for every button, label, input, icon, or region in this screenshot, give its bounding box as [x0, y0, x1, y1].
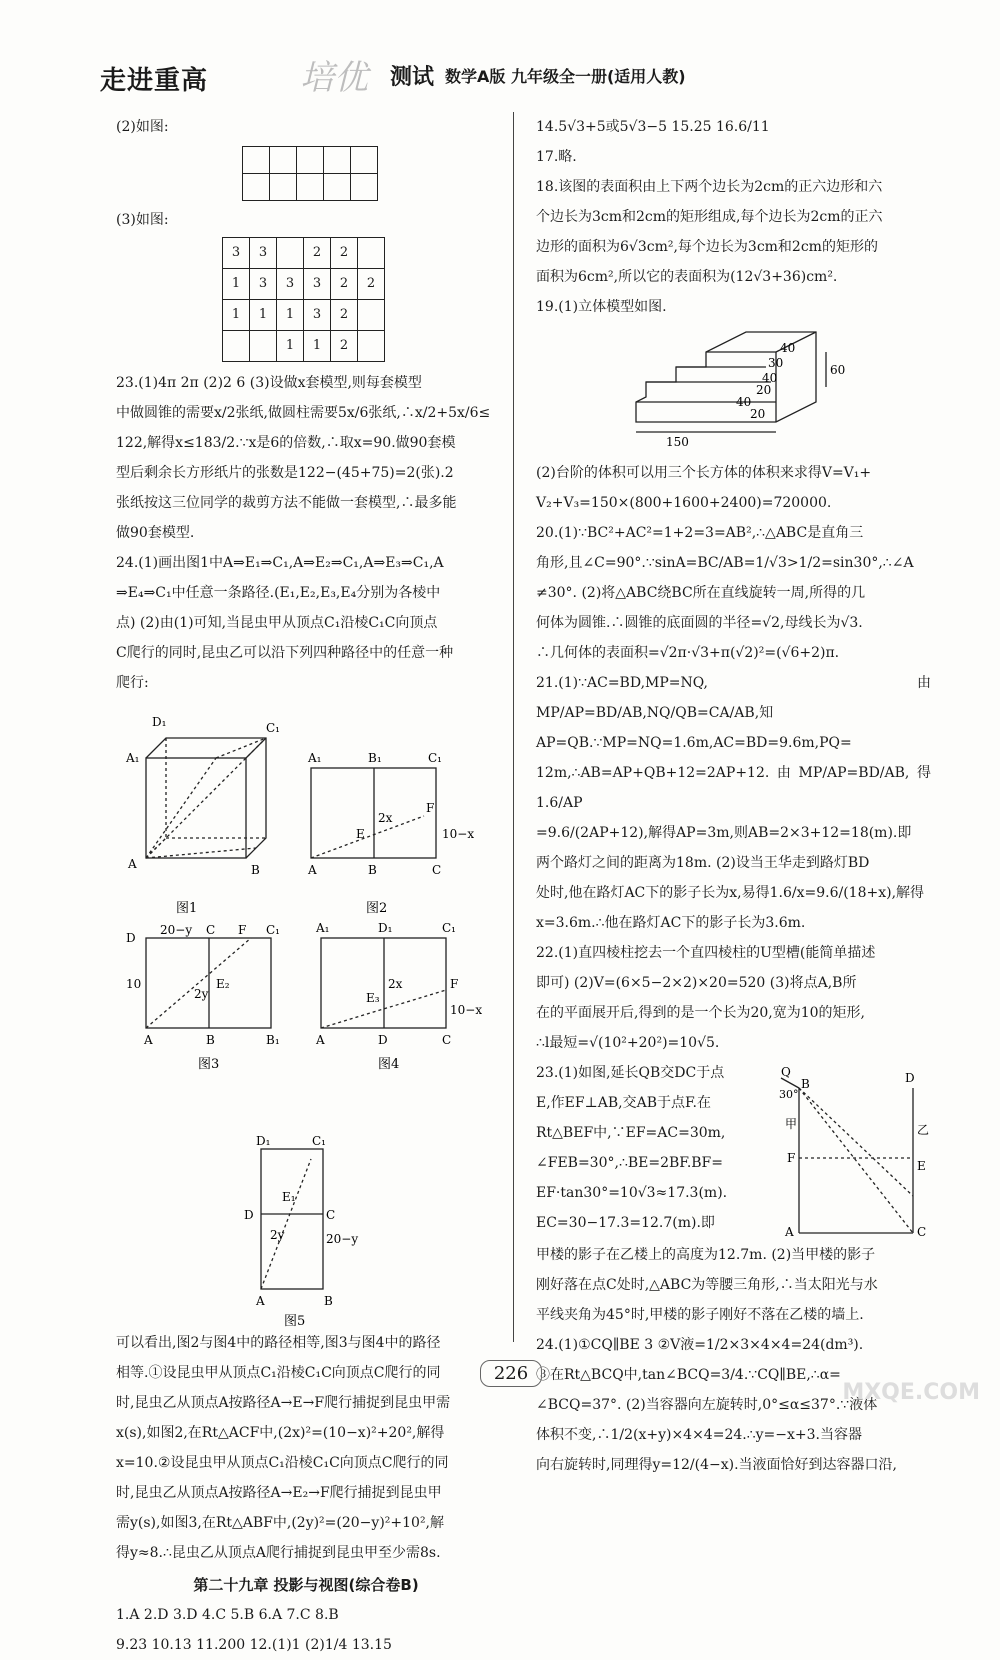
q23-block: 23.(1)如图,延长QB交DC于点 E,作EF⊥AB,交AB于点F.在 Rt△BEF中,∵EF=AC=30m, ∠FEB=30°,∴BE=2BF.BF= EF·tan30°=10√3≈17.3(m). EC=30−17.3=12.7(m).即	[536, 1065, 728, 1231]
q22-3-label: (3)如图:	[116, 212, 169, 228]
svg-text:甲: 甲	[785, 1117, 798, 1131]
svg-text:B: B	[324, 1294, 333, 1308]
page-header	[100, 56, 900, 102]
figure-3-net	[146, 938, 271, 1028]
caption-figure-2: 图2	[366, 901, 388, 916]
svg-text:2x: 2x	[378, 811, 393, 825]
q22-block: 22.(1)直四棱柱挖去一个直四棱柱的U型槽(能简单描述 即可) (2)V=(6×5−2×2)×20=520 (3)将点A,B所 在的平面展开后,得到的是一个长为20,宽为10的矩形, ∴l最短=√(10²+20²)=10√5.	[536, 945, 876, 1051]
q21-block: 21.(1)∵AC=BD,MP=NQ,由MP/AP=BD/AB,NQ/QB=CA/AB,知 AP=QB.∵MP=NQ=1.6m,AC=BD=9.6m,PQ= 12m,∴AB=AP+QB+12=2AP+12.由MP/AP=BD/AB,得1.6/AP =9.6/(2AP+12),解得AP=3m,则AB=2×3+12=18(m).即 两个路灯之间的距离为18m. (2)设当王华走到路灯BD 处时,他在路灯AC下的影子长为x,易得1.6/x=9.6/(18+x),解得 x=3.6m.∴他在路灯AC下的影子长为3.6m.	[536, 675, 931, 931]
svg-text:20−y: 20−y	[160, 923, 193, 937]
buildings-figure	[781, 1058, 931, 1238]
q24-block: 24.(1)画出图1中A⇒E₁⇒C₁,A⇒E₂⇒C₁,A⇒E₃⇒C₁,A ⇒E₄⇒C₁中任意一条路径.(E₁,E₂,E₃,E₄分别为各棱中 点) (2)由(1)可知,当昆虫甲从顶点C₁沿棱C₁C向顶点 C爬行的同时,昆虫乙可以沿下列四种路径中的任意一种 爬行:	[116, 555, 454, 691]
answer-17: 17.略.	[536, 149, 577, 165]
header-script-logo: 培优	[300, 58, 368, 98]
svg-text:20: 20	[756, 383, 772, 397]
q18-block: 18.该图的表面积由上下两个边长为2cm的正六边形和六 个边长为3cm和2cm的矩形组成,每个边长为2cm的正六 边形的面积为6√3cm²,每个边长为3cm和2cm的矩形的 面积为6cm²,所以它的表面积为(12√3+36)cm².	[536, 179, 883, 285]
svg-text:F: F	[787, 1151, 796, 1165]
figure-5-svg	[116, 1134, 496, 1329]
svg-text:C₁: C₁	[266, 721, 280, 735]
svg-text:10−x: 10−x	[450, 1003, 483, 1017]
svg-text:乙: 乙	[917, 1123, 930, 1137]
svg-text:A: A	[144, 1033, 153, 1047]
svg-text:D: D	[905, 1071, 915, 1085]
svg-text:C₁: C₁	[428, 751, 442, 765]
answers-line-1: 1.A 2.D 3.D 4.C 5.B 6.A 7.C 8.B	[116, 1607, 339, 1623]
svg-text:2x: 2x	[388, 977, 403, 991]
watermark: MXQE.COM	[842, 1380, 980, 1405]
svg-text:B₁: B₁	[266, 1033, 280, 1047]
header-subtitle: 数学A版 九年级全一册(适用人教)	[445, 67, 686, 86]
caption-figure-1: 图1	[176, 901, 198, 916]
q20-block: 20.(1)∵BC²+AC²=1+2=3=AB²,∴△ABC是直角三 角形,且∠C=90°.∵sinA=BC/AB=1/√3>1/2=sin30°,∴∠A ≠30°. (2)将△ABC绕BC所在直线旋转一周,所得的几 何体为圆锥.∴圆锥的底面圆的半径=√2,母线长为√3. ∴几何体的表面积=√2π·√3+π(√2)²=(√6+2)π.	[536, 525, 914, 661]
svg-text:B: B	[251, 863, 260, 877]
svg-text:C₁: C₁	[312, 1134, 326, 1148]
svg-text:E₁: E₁	[282, 1190, 296, 1204]
svg-text:A: A	[256, 1294, 265, 1308]
svg-text:30: 30	[768, 356, 784, 370]
q23-area	[536, 1058, 931, 1240]
right-column	[536, 112, 931, 1480]
unfold-figures	[116, 698, 496, 1138]
column-divider	[513, 112, 514, 1342]
svg-text:E: E	[356, 827, 365, 841]
q19-label: 19.(1)立体模型如图.	[536, 299, 667, 315]
svg-text:D₁: D₁	[256, 1134, 271, 1148]
stairs-figure	[536, 322, 931, 447]
svg-text:60: 60	[830, 363, 846, 377]
svg-text:20−y: 20−y	[326, 1232, 359, 1246]
svg-text:E: E	[917, 1159, 926, 1173]
svg-text:C: C	[432, 863, 442, 877]
svg-text:150: 150	[666, 435, 689, 449]
q22-2-label: (2)如图:	[116, 119, 169, 135]
svg-text:A: A	[308, 863, 317, 877]
svg-text:B: B	[206, 1033, 215, 1047]
header-title: 走进重高	[100, 66, 209, 96]
svg-text:F: F	[426, 801, 435, 815]
svg-text:A: A	[128, 857, 137, 871]
q23-tail-block: 甲楼的影子在乙楼上的高度为12.7m. (2)当甲楼的影子 刚好落在点C处时,△ABC为等腰三角形,∴当太阳光与水 平线夹角为45°时,甲楼的影子刚好不落在乙楼的墙上.	[536, 1247, 878, 1323]
svg-text:40: 40	[736, 395, 752, 409]
svg-text:A₁: A₁	[126, 751, 140, 765]
svg-text:A: A	[785, 1225, 794, 1239]
grid-figure-3: 3 3 2 2 1 3 3 3 2 2 1 1 1 3 2 1 1 2	[222, 237, 385, 362]
q24-right-block: 24.(1)①CQ∥BE 3 ②V液=1/2×3×4×4=24(dm³). ③在Rt△BCQ中,tan∠BCQ=3/4.∵CQ∥BE,∴α= ∠BCQ=37°. (2)当容器向左旋转时,0°≤α≤37°.∵液体 体积不变,∴1/2(x+y)×4×4=24.∴y=−x+3.当容器 向右旋转时,同理得y=12/(4−x).当液面恰好到达容器口沿,	[536, 1337, 897, 1473]
svg-text:B: B	[801, 1077, 810, 1091]
svg-text:E₂: E₂	[216, 977, 230, 991]
figure-4-net	[321, 938, 446, 1028]
svg-text:D: D	[244, 1208, 254, 1222]
svg-text:D₁: D₁	[378, 921, 393, 935]
svg-text:D₁: D₁	[152, 715, 167, 729]
svg-text:2y: 2y	[270, 1228, 285, 1242]
svg-text:A₁: A₁	[308, 751, 322, 765]
svg-text:40: 40	[762, 371, 778, 385]
svg-text:D: D	[378, 1033, 388, 1047]
figure-2-net	[311, 768, 436, 858]
svg-text:E₃: E₃	[366, 991, 380, 1005]
grid-figure-2	[242, 146, 378, 201]
svg-text:C: C	[326, 1208, 336, 1222]
svg-text:C₁: C₁	[266, 923, 280, 937]
caption-figure-3: 图3	[198, 1057, 220, 1072]
svg-text:2y: 2y	[194, 987, 209, 1001]
caption-figure-4: 图4	[378, 1057, 400, 1072]
svg-text:C: C	[442, 1033, 452, 1047]
q19-block: (2)台阶的体积可以用三个长方体的体积来求得V=V₁+ V₂+V₃=150×(800+1600+2400)=720000.	[536, 465, 872, 511]
svg-text:C: C	[917, 1225, 927, 1239]
svg-text:30°: 30°	[779, 1088, 799, 1101]
svg-text:10−x: 10−x	[442, 827, 475, 841]
svg-text:Q: Q	[781, 1065, 791, 1079]
q24-after-block: 可以看出,图2与图4中的路径相等,图3与图4中的路径 相等.①设昆虫甲从顶点C₁沿棱C₁C向顶点C爬行的同 时,昆虫乙从顶点A按路径A→E→F爬行捕捉到昆虫甲需 x(s),如图2,在Rt△ACF中,(2x)²=(10−x)²+20²,解得 x=10.②设昆虫甲从顶点C₁沿棱C₁C向顶点C爬行的同 时,昆虫乙从顶点A按路径A→E₂→F爬行捕捉到昆虫甲 需y(s),如图3,在Rt△ABF中,(2y)²=(20−y)²+10²,解 得y≈8.∴昆虫乙从顶点A爬行捕捉到昆虫甲至少需8s.	[116, 1335, 451, 1561]
svg-text:C: C	[206, 923, 216, 937]
chapter-title: 第二十九章 投影与视图(综合卷B)	[193, 1576, 419, 1594]
svg-text:20: 20	[750, 407, 766, 421]
q23-block: 23.(1)4π 2π (2)2 6 (3)设做x套模型,则每套模型 中做圆锥的需要x/2张纸,做圆柱需要5x/6张纸,∴x/2+5x/6≤ 122,解得x≤183/2.∵x是6的倍数,∴取x=90.做90套模 型后剩余长方形纸片的张数是122−(45+75)=2(张).2 张纸按这三位同学的裁剪方法不能做一套模型,∴最多能 做90套模型.	[116, 375, 491, 541]
page-number: 226	[480, 1360, 542, 1387]
figure-5-net	[261, 1149, 323, 1289]
svg-text:F: F	[450, 977, 459, 991]
svg-text:10: 10	[126, 977, 142, 991]
svg-text:F: F	[238, 923, 247, 937]
header-test: 测试	[390, 65, 435, 90]
svg-text:D: D	[126, 931, 136, 945]
svg-text:B₁: B₁	[368, 751, 382, 765]
answers-line-2: 9.23 10.13 11.200 12.(1)1 (2)1/4 13.15	[116, 1637, 392, 1653]
svg-text:A₁: A₁	[316, 921, 330, 935]
caption-figure-5: 图5	[284, 1314, 306, 1329]
svg-text:A: A	[316, 1033, 325, 1047]
svg-text:C₁: C₁	[442, 921, 456, 935]
answers-14-16: 14.5√3+5或5√3−5 15.25 16.6/11	[536, 119, 770, 135]
svg-text:40: 40	[780, 341, 796, 355]
figure-1-cube	[146, 738, 266, 858]
left-column	[116, 112, 496, 1660]
svg-text:B: B	[368, 863, 377, 877]
